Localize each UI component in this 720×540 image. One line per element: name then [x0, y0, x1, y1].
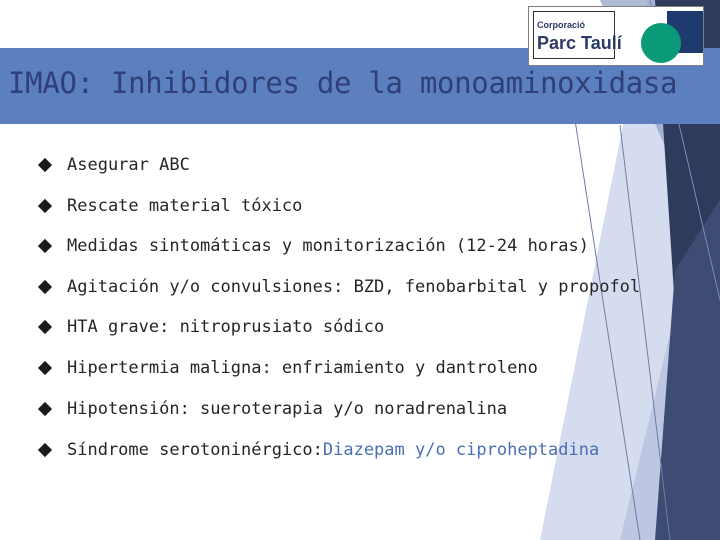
logo-text-line2: Parc Taulí — [537, 33, 622, 53]
bullet-text: Hipertermia maligna: enfriamiento y dantroleno — [67, 358, 538, 378]
diamond-bullet-icon — [38, 239, 52, 253]
bullet-item — [38, 312, 384, 342]
slide-title: IMAO: Inhibidores de la monoaminoxidasa — [8, 66, 678, 100]
bullet-item — [38, 231, 589, 261]
parc-tauli-logo — [528, 6, 704, 66]
bullet-text: Asegurar ABC — [67, 155, 190, 175]
bullet-item — [38, 150, 190, 180]
diamond-bullet-icon — [38, 361, 52, 375]
bullet-text: Rescate material tóxico — [67, 196, 303, 216]
logo-text-box — [533, 11, 622, 59]
bullet-highlight-text: Diazepam y/o ciproheptadina — [322, 440, 600, 460]
diamond-bullet-icon — [38, 199, 52, 213]
diamond-bullet-icon — [38, 443, 52, 457]
diamond-bullet-icon — [38, 280, 52, 294]
bullet-text: HTA grave: nitroprusiato sódico — [67, 317, 385, 337]
bullet-item — [38, 353, 538, 383]
diamond-bullet-icon — [38, 402, 52, 416]
bullet-text: Medidas sintomáticas y monitorización (12-24 horas) — [67, 236, 589, 256]
bullet-item — [38, 394, 507, 424]
diamond-bullet-icon — [38, 158, 52, 172]
bullet-text: Agitación y/o convulsiones: BZD, fenobarbital y propofol — [67, 277, 641, 297]
logo-green-circle — [641, 23, 681, 63]
logo-text-line1: Corporació — [537, 20, 586, 30]
bullet-text: Síndrome serotoninérgico: — [67, 440, 323, 460]
bullet-item — [38, 435, 599, 465]
bullet-item — [38, 191, 302, 221]
diamond-bullet-icon — [38, 320, 52, 334]
bullet-text: Hipotensión: sueroterapia y/o noradrenalina — [67, 399, 508, 419]
bullet-item — [38, 272, 640, 302]
